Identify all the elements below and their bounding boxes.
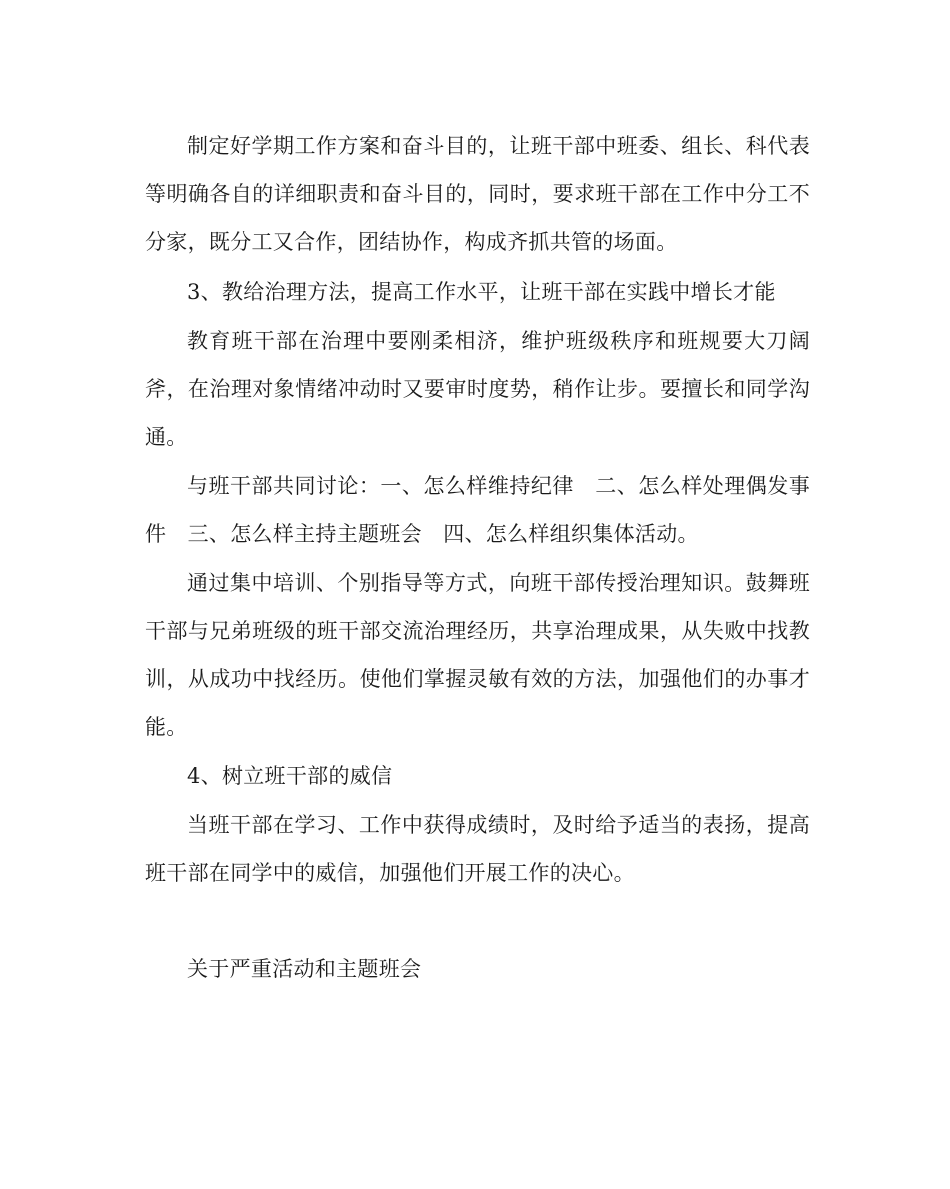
paragraph-work-plan: 制定好学期工作方案和奋斗目的，让班干部中班委、组长、科代表等明确各自的详细职责和奋斗目的，同时，要求班干部在工作中分工不分家，既分工又合作，团结协作，构成齐抓共管的场面。	[145, 134, 810, 254]
paragraph-prestige: 当班干部在学习、工作中获得成绩时，及时给予适当的表扬，提高班干部在同学中的威信，加强他们开展工作的决心。	[145, 813, 810, 885]
paragraph-discussion-topics: 与班干部共同讨论：一、怎么样维持纪律 二、怎么样处理偶发事件 三、怎么样主持主题班会 四、怎么样组织集体活动。	[145, 474, 810, 546]
section-title-activities: 关于严重活动和主题班会	[187, 957, 422, 981]
section-heading-3: 3、教给治理方法，提高工作水平，让班干部在实践中增长才能	[187, 280, 776, 304]
paragraph-training: 通过集中培训、个别指导等方式，向班干部传授治理知识。鼓舞班干部与兄弟班级的班干部交流治理经历，共享治理成果，从失败中找教训，从成功中找经历。使他们掌握灵敏有效的方法，加强他们的办事才能。	[145, 571, 810, 739]
paragraph-management-style: 教育班干部在治理中要刚柔相济，维护班级秩序和班规要大刀阔斧，在治理对象情绪冲动时又要审时度势，稍作让步。要擅长和同学沟通。	[145, 329, 810, 449]
section-heading-4: 4、树立班干部的威信	[187, 764, 393, 788]
